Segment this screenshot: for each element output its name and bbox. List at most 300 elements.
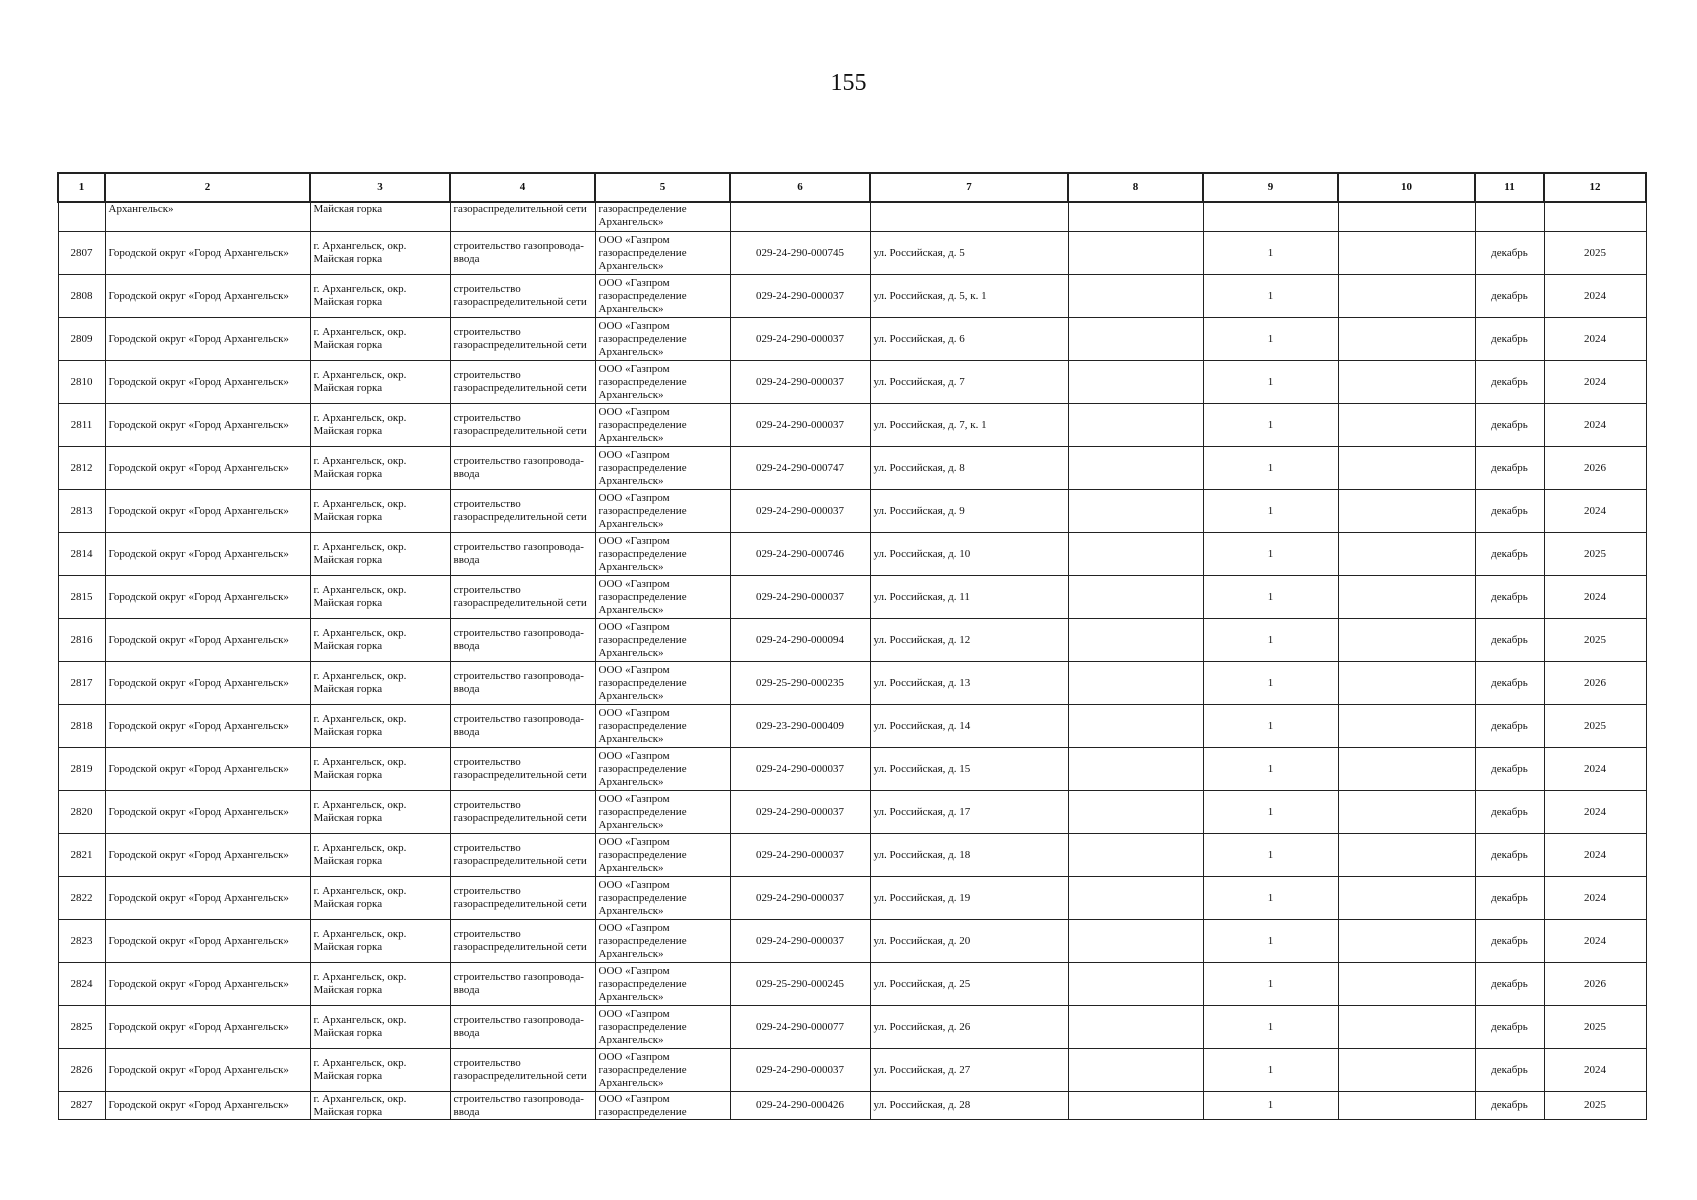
cell-municipality: Городской округ «Город Архангельск» bbox=[105, 361, 310, 404]
continuation-row bbox=[58, 202, 1646, 232]
cell-work: строительство газопровода-ввода bbox=[450, 705, 595, 748]
cell-count: 1 bbox=[1203, 232, 1338, 275]
cell-work: строительство газопровода-ввода bbox=[450, 1092, 595, 1120]
cell-municipality: Городской округ «Город Архангельск» bbox=[105, 662, 310, 705]
header-col-9: 9 bbox=[1203, 173, 1338, 202]
cell-locality: г. Архангельск, окр. Майская горка bbox=[310, 1006, 450, 1049]
cell-code: 029-24-290-000037 bbox=[730, 1049, 870, 1092]
cell-col-8 bbox=[1068, 963, 1203, 1006]
cell-count: 1 bbox=[1203, 275, 1338, 318]
cell-year: 2024 bbox=[1544, 748, 1646, 791]
cell-operator: ООО «Газпром газораспределение Архангельск» bbox=[595, 275, 730, 318]
cell-col-8 bbox=[1068, 791, 1203, 834]
cell-address: ул. Российская, д. 9 bbox=[870, 490, 1068, 533]
cell-col-10 bbox=[1338, 791, 1475, 834]
cell-code: 029-24-290-000037 bbox=[730, 748, 870, 791]
cell-code: 029-24-290-000426 bbox=[730, 1092, 870, 1120]
cell-year: 2026 bbox=[1544, 963, 1646, 1006]
cell-operator: ООО «Газпром газораспределение Архангельск» bbox=[595, 619, 730, 662]
cell-number: 2808 bbox=[58, 275, 105, 318]
cell-municipality: Городской округ «Город Архангельск» bbox=[105, 1092, 310, 1120]
cell-col-10 bbox=[1338, 361, 1475, 404]
cell-address: ул. Российская, д. 5, к. 1 bbox=[870, 275, 1068, 318]
cell-month: декабрь bbox=[1475, 576, 1544, 619]
page-number: 155 bbox=[830, 70, 867, 96]
cell-col-10 bbox=[1338, 404, 1475, 447]
cell-address: ул. Российская, д. 7 bbox=[870, 361, 1068, 404]
cell-month: декабрь bbox=[1475, 361, 1544, 404]
cell-year: 2026 bbox=[1544, 447, 1646, 490]
cell-operator: ООО «Газпром газораспределение Архангельск» bbox=[595, 748, 730, 791]
cell-municipality: Городской округ «Город Архангельск» bbox=[105, 791, 310, 834]
cell-month: декабрь bbox=[1475, 275, 1544, 318]
cell-municipality: Городской округ «Город Архангельск» bbox=[105, 619, 310, 662]
header-col-12: 12 bbox=[1544, 173, 1646, 202]
cell-year: 2025 bbox=[1544, 705, 1646, 748]
cell-address: ул. Российская, д. 11 bbox=[870, 576, 1068, 619]
cell-year: 2024 bbox=[1544, 275, 1646, 318]
cell-municipality: Городской округ «Город Архангельск» bbox=[105, 232, 310, 275]
cell-operator: ООО «Газпром газораспределение Архангельск» bbox=[595, 404, 730, 447]
cell-number: 2815 bbox=[58, 576, 105, 619]
cell-municipality: Городской округ «Город Архангельск» bbox=[105, 576, 310, 619]
cell-locality: г. Архангельск, окр. Майская горка bbox=[310, 318, 450, 361]
cell-number: 2825 bbox=[58, 1006, 105, 1049]
cell-municipality: Городской округ «Город Архангельск» bbox=[105, 748, 310, 791]
cell-col-8 bbox=[1068, 748, 1203, 791]
cell-month: декабрь bbox=[1475, 662, 1544, 705]
cell-address bbox=[870, 202, 1068, 232]
cell-municipality: Городской округ «Город Архангельск» bbox=[105, 447, 310, 490]
cell-operator: ООО «Газпром газораспределение Архангельск» bbox=[595, 1006, 730, 1049]
cell-municipality: Городской округ «Город Архангельск» bbox=[105, 705, 310, 748]
cell-code: 029-24-290-000747 bbox=[730, 447, 870, 490]
cell-count: 1 bbox=[1203, 318, 1338, 361]
cell-operator: ООО «Газпром газораспределение Архангельск» bbox=[595, 877, 730, 920]
cell-locality: г. Архангельск, окр. Майская горка bbox=[310, 490, 450, 533]
cell-month: декабрь bbox=[1475, 490, 1544, 533]
cell-month: декабрь bbox=[1475, 1092, 1544, 1120]
cell-municipality: Городской округ «Город Архангельск» bbox=[105, 490, 310, 533]
cell-address: ул. Российская, д. 28 bbox=[870, 1092, 1068, 1120]
table-row bbox=[58, 232, 1646, 275]
cell-work: строительство газораспределительной сети bbox=[450, 791, 595, 834]
cell-month: декабрь bbox=[1475, 920, 1544, 963]
cell-address: ул. Российская, д. 17 bbox=[870, 791, 1068, 834]
cell-code: 029-25-290-000245 bbox=[730, 963, 870, 1006]
cell-number: 2816 bbox=[58, 619, 105, 662]
cell-locality: г. Архангельск, окр. Майская горка bbox=[310, 1092, 450, 1120]
cell-work: строительство газопровода-ввода bbox=[450, 662, 595, 705]
cell-work: строительство газопровода-ввода bbox=[450, 447, 595, 490]
cell-operator: ООО «Газпром газораспределение Архангельск» bbox=[595, 576, 730, 619]
cell-work: газораспределительной сети bbox=[450, 202, 595, 232]
cell-col-10 bbox=[1338, 318, 1475, 361]
cell-number: 2814 bbox=[58, 533, 105, 576]
cell-count: 1 bbox=[1203, 533, 1338, 576]
cell-month: декабрь bbox=[1475, 877, 1544, 920]
cell-year: 2024 bbox=[1544, 1049, 1646, 1092]
cell-col-8 bbox=[1068, 1049, 1203, 1092]
cell-count: 1 bbox=[1203, 619, 1338, 662]
cell-count: 1 bbox=[1203, 662, 1338, 705]
cell-number: 2811 bbox=[58, 404, 105, 447]
cell-col-10 bbox=[1338, 232, 1475, 275]
cell-address: ул. Российская, д. 19 bbox=[870, 877, 1068, 920]
cell-municipality: Городской округ «Город Архангельск» bbox=[105, 1049, 310, 1092]
cell-number: 2822 bbox=[58, 877, 105, 920]
cell-locality: г. Архангельск, окр. Майская горка bbox=[310, 576, 450, 619]
cell-number: 2813 bbox=[58, 490, 105, 533]
cell-col-8 bbox=[1068, 490, 1203, 533]
cell-number: 2812 bbox=[58, 447, 105, 490]
cell-operator: ООО «Газпром газораспределение Архангельск» bbox=[595, 705, 730, 748]
cell-count: 1 bbox=[1203, 963, 1338, 1006]
cell-code: 029-24-290-000037 bbox=[730, 490, 870, 533]
cell-col-10 bbox=[1338, 705, 1475, 748]
cell-col-10 bbox=[1338, 619, 1475, 662]
cell-locality: г. Архангельск, окр. Майская горка bbox=[310, 533, 450, 576]
cell-month bbox=[1475, 202, 1544, 232]
cell-col-10 bbox=[1338, 748, 1475, 791]
cell-address: ул. Российская, д. 8 bbox=[870, 447, 1068, 490]
cell-locality: г. Архангельск, окр. Майская горка bbox=[310, 404, 450, 447]
cell-count: 1 bbox=[1203, 1092, 1338, 1120]
cell-code: 029-24-290-000077 bbox=[730, 1006, 870, 1049]
cell-municipality: Городской округ «Город Архангельск» bbox=[105, 275, 310, 318]
cell-col-8 bbox=[1068, 318, 1203, 361]
cell-municipality: Городской округ «Город Архангельск» bbox=[105, 1006, 310, 1049]
header-col-6: 6 bbox=[730, 173, 870, 202]
cell-number: 2826 bbox=[58, 1049, 105, 1092]
table-row bbox=[58, 1092, 1646, 1120]
cell-locality: г. Архангельск, окр. Майская горка bbox=[310, 705, 450, 748]
cell-year: 2025 bbox=[1544, 1006, 1646, 1049]
table-body bbox=[58, 202, 1646, 1120]
cell-col-8 bbox=[1068, 619, 1203, 662]
cell-number: 2819 bbox=[58, 748, 105, 791]
cell-work: строительство газораспределительной сети bbox=[450, 318, 595, 361]
cell-address: ул. Российская, д. 25 bbox=[870, 963, 1068, 1006]
cell-col-10 bbox=[1338, 963, 1475, 1006]
cell-col-10 bbox=[1338, 490, 1475, 533]
cell-code: 029-23-290-000409 bbox=[730, 705, 870, 748]
cell-count: 1 bbox=[1203, 705, 1338, 748]
cell-year: 2025 bbox=[1544, 619, 1646, 662]
cell-month: декабрь bbox=[1475, 1049, 1544, 1092]
header-col-7: 7 bbox=[870, 173, 1068, 202]
cell-col-10 bbox=[1338, 1049, 1475, 1092]
cell-locality: г. Архангельск, окр. Майская горка bbox=[310, 361, 450, 404]
table-row bbox=[58, 619, 1646, 662]
cell-code: 029-24-290-000037 bbox=[730, 834, 870, 877]
table-row bbox=[58, 404, 1646, 447]
cell-month: декабрь bbox=[1475, 748, 1544, 791]
cell-code bbox=[730, 202, 870, 232]
cell-municipality: Городской округ «Город Архангельск» bbox=[105, 920, 310, 963]
cell-year: 2025 bbox=[1544, 1092, 1646, 1120]
cell-col-10 bbox=[1338, 877, 1475, 920]
cell-count: 1 bbox=[1203, 576, 1338, 619]
cell-col-10 bbox=[1338, 1006, 1475, 1049]
cell-col-8 bbox=[1068, 202, 1203, 232]
cell-month: декабрь bbox=[1475, 963, 1544, 1006]
header-col-3: 3 bbox=[310, 173, 450, 202]
cell-col-10 bbox=[1338, 662, 1475, 705]
cell-year bbox=[1544, 202, 1646, 232]
cell-address: ул. Российская, д. 27 bbox=[870, 1049, 1068, 1092]
cell-month: декабрь bbox=[1475, 447, 1544, 490]
cell-work: строительство газораспределительной сети bbox=[450, 877, 595, 920]
cell-col-8 bbox=[1068, 232, 1203, 275]
cell-operator: ООО «Газпром газораспределение Архангельск» bbox=[595, 662, 730, 705]
cell-number bbox=[58, 202, 105, 232]
cell-municipality: Городской округ «Город Архангельск» bbox=[105, 404, 310, 447]
cell-month: декабрь bbox=[1475, 232, 1544, 275]
cell-col-10 bbox=[1338, 275, 1475, 318]
cell-municipality: Архангельск» bbox=[105, 202, 310, 232]
cell-month: декабрь bbox=[1475, 404, 1544, 447]
cell-locality: г. Архангельск, окр. Майская горка bbox=[310, 447, 450, 490]
cell-month: декабрь bbox=[1475, 619, 1544, 662]
cell-col-8 bbox=[1068, 533, 1203, 576]
cell-col-10 bbox=[1338, 533, 1475, 576]
cell-col-8 bbox=[1068, 275, 1203, 318]
cell-work: строительство газораспределительной сети bbox=[450, 361, 595, 404]
table-row bbox=[58, 877, 1646, 920]
cell-count: 1 bbox=[1203, 920, 1338, 963]
header-col-8: 8 bbox=[1068, 173, 1203, 202]
cell-year: 2024 bbox=[1544, 490, 1646, 533]
cell-col-8 bbox=[1068, 834, 1203, 877]
cell-col-8 bbox=[1068, 662, 1203, 705]
cell-count: 1 bbox=[1203, 447, 1338, 490]
cell-operator: ООО «Газпром газораспределение Архангельск» bbox=[595, 791, 730, 834]
cell-code: 029-24-290-000037 bbox=[730, 920, 870, 963]
cell-number: 2818 bbox=[58, 705, 105, 748]
cell-work: строительство газораспределительной сети bbox=[450, 834, 595, 877]
table-row bbox=[58, 1006, 1646, 1049]
cell-col-10 bbox=[1338, 202, 1475, 232]
cell-year: 2024 bbox=[1544, 791, 1646, 834]
cell-month: декабрь bbox=[1475, 834, 1544, 877]
cell-month: декабрь bbox=[1475, 533, 1544, 576]
cell-count bbox=[1203, 202, 1338, 232]
cell-locality: г. Архангельск, окр. Майская горка bbox=[310, 920, 450, 963]
cell-work: строительство газораспределительной сети bbox=[450, 275, 595, 318]
cell-col-8 bbox=[1068, 447, 1203, 490]
cell-col-8 bbox=[1068, 1092, 1203, 1120]
cell-locality: г. Архангельск, окр. Майская горка bbox=[310, 877, 450, 920]
cell-col-8 bbox=[1068, 705, 1203, 748]
cell-month: декабрь bbox=[1475, 705, 1544, 748]
cell-month: декабрь bbox=[1475, 1006, 1544, 1049]
cell-code: 029-24-290-000037 bbox=[730, 576, 870, 619]
cell-work: строительство газораспределительной сети bbox=[450, 1049, 595, 1092]
cell-operator: ООО «Газпром газораспределение Архангельск» bbox=[595, 1049, 730, 1092]
cell-count: 1 bbox=[1203, 1049, 1338, 1092]
cell-code: 029-24-290-000037 bbox=[730, 404, 870, 447]
cell-code: 029-24-290-000037 bbox=[730, 791, 870, 834]
table-row bbox=[58, 963, 1646, 1006]
table-row bbox=[58, 447, 1646, 490]
cell-municipality: Городской округ «Город Архангельск» bbox=[105, 834, 310, 877]
registry-table bbox=[57, 172, 1647, 1120]
cell-count: 1 bbox=[1203, 834, 1338, 877]
header-col-10: 10 bbox=[1338, 173, 1475, 202]
cell-number: 2827 bbox=[58, 1092, 105, 1120]
cell-code: 029-24-290-000037 bbox=[730, 361, 870, 404]
cell-locality: г. Архангельск, окр. Майская горка bbox=[310, 275, 450, 318]
cell-address: ул. Российская, д. 18 bbox=[870, 834, 1068, 877]
cell-code: 029-24-290-000037 bbox=[730, 877, 870, 920]
cell-code: 029-24-290-000745 bbox=[730, 232, 870, 275]
cell-locality: г. Архангельск, окр. Майская горка bbox=[310, 791, 450, 834]
cell-col-8 bbox=[1068, 361, 1203, 404]
cell-work: строительство газопровода-ввода bbox=[450, 533, 595, 576]
cell-municipality: Городской округ «Город Архангельск» bbox=[105, 963, 310, 1006]
cell-address: ул. Российская, д. 15 bbox=[870, 748, 1068, 791]
cell-operator: ООО «Газпром газораспределение Архангельск» bbox=[595, 920, 730, 963]
header-col-5: 5 bbox=[595, 173, 730, 202]
cell-work: строительство газораспределительной сети bbox=[450, 490, 595, 533]
cell-count: 1 bbox=[1203, 791, 1338, 834]
table-row bbox=[58, 533, 1646, 576]
table-row bbox=[58, 662, 1646, 705]
cell-address: ул. Российская, д. 14 bbox=[870, 705, 1068, 748]
cell-locality: г. Архангельск, окр. Майская горка bbox=[310, 963, 450, 1006]
cell-col-8 bbox=[1068, 877, 1203, 920]
cell-work: строительство газораспределительной сети bbox=[450, 576, 595, 619]
cell-operator: ООО «Газпром газораспределение Архангельск» bbox=[595, 834, 730, 877]
cell-number: 2824 bbox=[58, 963, 105, 1006]
cell-year: 2024 bbox=[1544, 834, 1646, 877]
cell-col-8 bbox=[1068, 576, 1203, 619]
cell-locality: г. Архангельск, окр. Майская горка bbox=[310, 619, 450, 662]
cell-number: 2807 bbox=[58, 232, 105, 275]
cell-year: 2024 bbox=[1544, 877, 1646, 920]
cell-work: строительство газораспределительной сети bbox=[450, 748, 595, 791]
cell-operator: ООО «Газпром газораспределение Архангельск» bbox=[595, 490, 730, 533]
cell-count: 1 bbox=[1203, 404, 1338, 447]
cell-code: 029-25-290-000235 bbox=[730, 662, 870, 705]
cell-address: ул. Российская, д. 26 bbox=[870, 1006, 1068, 1049]
table-row bbox=[58, 834, 1646, 877]
table-row bbox=[58, 705, 1646, 748]
cell-col-8 bbox=[1068, 404, 1203, 447]
cell-address: ул. Российская, д. 13 bbox=[870, 662, 1068, 705]
table-row bbox=[58, 361, 1646, 404]
header-row bbox=[58, 173, 1646, 202]
cell-year: 2024 bbox=[1544, 361, 1646, 404]
cell-col-10 bbox=[1338, 576, 1475, 619]
table-row bbox=[58, 576, 1646, 619]
cell-operator: ООО «Газпром газораспределение Архангельск» bbox=[595, 232, 730, 275]
cell-locality: Майская горка bbox=[310, 202, 450, 232]
cell-count: 1 bbox=[1203, 1006, 1338, 1049]
cell-month: декабрь bbox=[1475, 318, 1544, 361]
cell-code: 029-24-290-000094 bbox=[730, 619, 870, 662]
cell-operator: ООО «Газпром газораспределение bbox=[595, 1092, 730, 1120]
cell-col-8 bbox=[1068, 920, 1203, 963]
cell-address: ул. Российская, д. 10 bbox=[870, 533, 1068, 576]
table-row bbox=[58, 748, 1646, 791]
cell-number: 2809 bbox=[58, 318, 105, 361]
cell-code: 029-24-290-000037 bbox=[730, 318, 870, 361]
cell-municipality: Городской округ «Город Архангельск» bbox=[105, 877, 310, 920]
cell-address: ул. Российская, д. 12 bbox=[870, 619, 1068, 662]
cell-locality: г. Архангельск, окр. Майская горка bbox=[310, 662, 450, 705]
cell-locality: г. Архангельск, окр. Майская горка bbox=[310, 232, 450, 275]
table-row bbox=[58, 490, 1646, 533]
cell-code: 029-24-290-000037 bbox=[730, 275, 870, 318]
cell-address: ул. Российская, д. 7, к. 1 bbox=[870, 404, 1068, 447]
table-row bbox=[58, 920, 1646, 963]
cell-work: строительство газопровода-ввода bbox=[450, 619, 595, 662]
header-col-2: 2 bbox=[105, 173, 310, 202]
cell-number: 2817 bbox=[58, 662, 105, 705]
table-header bbox=[58, 173, 1646, 202]
header-col-4: 4 bbox=[450, 173, 595, 202]
cell-year: 2024 bbox=[1544, 404, 1646, 447]
cell-work: строительство газораспределительной сети bbox=[450, 404, 595, 447]
cell-code: 029-24-290-000746 bbox=[730, 533, 870, 576]
cell-operator: ООО «Газпром газораспределение Архангельск» bbox=[595, 318, 730, 361]
cell-locality: г. Архангельск, окр. Майская горка bbox=[310, 748, 450, 791]
cell-locality: г. Архангельск, окр. Майская горка bbox=[310, 1049, 450, 1092]
table-row bbox=[58, 1049, 1646, 1092]
cell-locality: г. Архангельск, окр. Майская горка bbox=[310, 834, 450, 877]
cell-operator: ООО «Газпром газораспределение Архангельск» bbox=[595, 447, 730, 490]
cell-municipality: Городской округ «Город Архангельск» bbox=[105, 318, 310, 361]
cell-count: 1 bbox=[1203, 490, 1338, 533]
cell-work: строительство газораспределительной сети bbox=[450, 920, 595, 963]
cell-col-10 bbox=[1338, 920, 1475, 963]
cell-year: 2025 bbox=[1544, 533, 1646, 576]
cell-address: ул. Российская, д. 6 bbox=[870, 318, 1068, 361]
cell-operator: ООО «Газпром газораспределение Архангельск» bbox=[595, 361, 730, 404]
cell-col-10 bbox=[1338, 834, 1475, 877]
cell-year: 2024 bbox=[1544, 318, 1646, 361]
cell-operator: ООО «Газпром газораспределение Архангельск» bbox=[595, 533, 730, 576]
cell-operator: газораспределение Архангельск» bbox=[595, 202, 730, 232]
cell-municipality: Городской округ «Город Архангельск» bbox=[105, 533, 310, 576]
cell-number: 2810 bbox=[58, 361, 105, 404]
cell-work: строительство газопровода-ввода bbox=[450, 1006, 595, 1049]
cell-number: 2820 bbox=[58, 791, 105, 834]
cell-count: 1 bbox=[1203, 877, 1338, 920]
cell-col-10 bbox=[1338, 447, 1475, 490]
table-row bbox=[58, 275, 1646, 318]
cell-number: 2821 bbox=[58, 834, 105, 877]
header-col-1: 1 bbox=[58, 173, 105, 202]
cell-work: строительство газопровода-ввода bbox=[450, 232, 595, 275]
cell-col-10 bbox=[1338, 1092, 1475, 1120]
cell-col-8 bbox=[1068, 1006, 1203, 1049]
cell-work: строительство газопровода-ввода bbox=[450, 963, 595, 1006]
cell-address: ул. Российская, д. 5 bbox=[870, 232, 1068, 275]
cell-year: 2026 bbox=[1544, 662, 1646, 705]
cell-year: 2024 bbox=[1544, 576, 1646, 619]
table-row bbox=[58, 318, 1646, 361]
cell-count: 1 bbox=[1203, 748, 1338, 791]
table-row bbox=[58, 791, 1646, 834]
cell-number: 2823 bbox=[58, 920, 105, 963]
cell-month: декабрь bbox=[1475, 791, 1544, 834]
cell-operator: ООО «Газпром газораспределение Архангельск» bbox=[595, 963, 730, 1006]
cell-year: 2024 bbox=[1544, 920, 1646, 963]
cell-count: 1 bbox=[1203, 361, 1338, 404]
